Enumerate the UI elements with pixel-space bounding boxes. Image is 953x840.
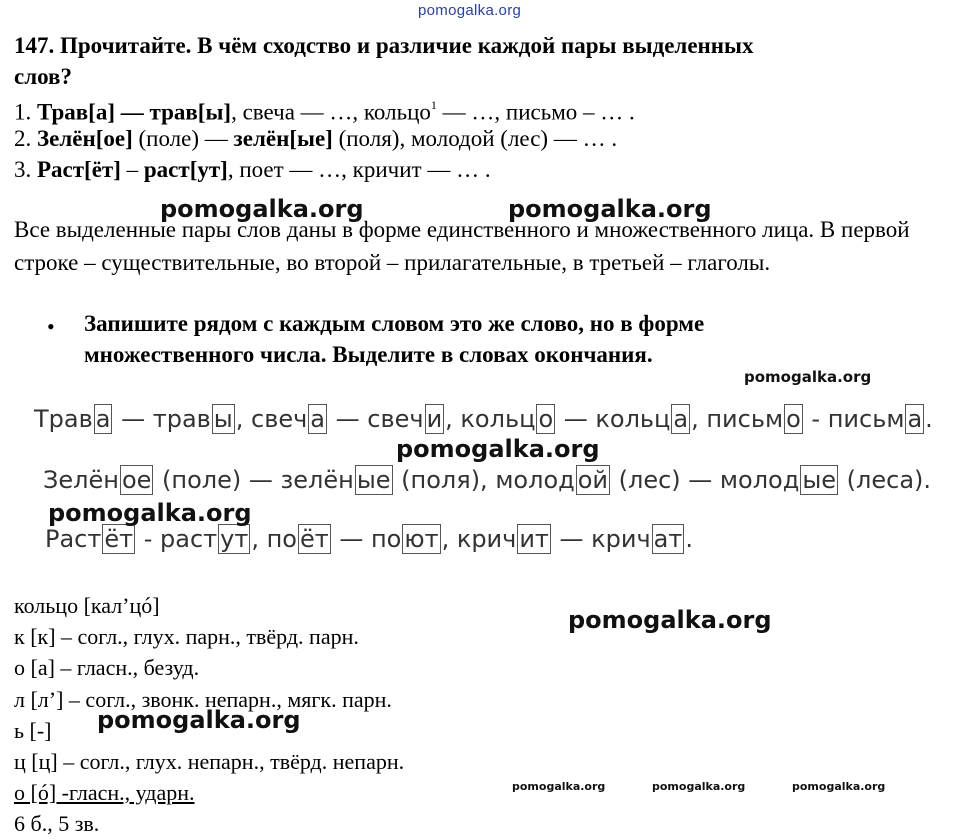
word-stem: — свеч: [328, 405, 424, 433]
task-title-line2: слов?: [14, 64, 72, 89]
answer-line-1: [34, 404, 933, 434]
ending-box: а: [310, 405, 326, 433]
item-bold: зелён[ые]: [233, 126, 333, 151]
ending-box: о: [538, 405, 554, 433]
word-stem: , крич: [441, 525, 517, 553]
analysis-line-8: 6 б., 5 зв.: [14, 811, 100, 836]
item-bold: раст[ут]: [143, 157, 228, 182]
task-title-line1: Прочитайте. В чём сходство и различие каждой пары выделенных: [60, 33, 754, 58]
ending-box: а: [95, 405, 111, 433]
ending-box: ые: [356, 466, 391, 494]
analysis-line-5: ь [-]: [14, 718, 52, 743]
item-text: –: [120, 157, 144, 182]
word-stem: , по: [251, 525, 297, 553]
word-stem: Трав: [34, 405, 93, 433]
word-stem: Раст: [45, 525, 102, 553]
item-text: — …, письмо – … .: [436, 99, 635, 125]
item-bold: Трав[а] — трав[ы]: [37, 99, 232, 125]
word-stem: .: [925, 405, 933, 433]
word-stem: (леса).: [839, 466, 932, 494]
word-stem: , кольц: [445, 405, 536, 433]
item-text: (поле) —: [132, 126, 234, 151]
item-number: 1.: [14, 99, 32, 125]
bullet-icon: •: [47, 314, 55, 339]
item-text: (поля), молодой (лес) — … .: [332, 126, 618, 151]
item-text: , поет — …, кричит — … .: [227, 157, 491, 182]
ending-box: о: [786, 405, 801, 433]
ending-box: ит: [519, 525, 549, 553]
word-stem: (поле) — зелён: [154, 466, 354, 494]
analysis-line-1: кольцо [кал’цó]: [14, 593, 160, 618]
item-bold: Зелён[ое]: [37, 126, 133, 151]
item-text: , свеча — …, кольцо: [231, 99, 431, 125]
task-item-3: [14, 154, 491, 185]
task-number: 147.: [14, 33, 55, 58]
ending-box: ёт: [299, 525, 329, 553]
watermark-footer: pomogalka.org: [652, 780, 746, 793]
answer-line-3: [45, 524, 693, 554]
analysis-line-3: о [а] – гласн., безуд.: [14, 655, 200, 680]
watermark: pomogalka.org: [48, 499, 252, 527]
analysis-line-4: л [л’] – согл., звонк. непарн., мягк. парн.: [14, 687, 392, 712]
ending-box: а: [907, 405, 923, 433]
watermark: pomogalka.org: [744, 368, 872, 386]
word-stem: Зелён: [43, 466, 119, 494]
analysis-line-6: ц [ц] – согл., глух. непарн., твёрд. непарн.: [14, 749, 405, 774]
task-item-2: [14, 123, 617, 154]
watermark: pomogalka.org: [568, 606, 772, 634]
answer-paragraph: Все выделенные пары слов даны в форме единственного и множественного лица. В первой строке – существительные, во второй – прилагательные, в третьей – глаголы.: [14, 217, 910, 275]
word-stem: (лес) — молод: [611, 466, 800, 494]
ending-box: и: [426, 405, 443, 433]
word-stem: (поля), молод: [393, 466, 575, 494]
analysis-line-2: к [к] – согл., глух. парн., твёрд. парн.: [14, 624, 359, 649]
ending-box: ат: [653, 525, 683, 553]
watermark-top: pomogalka.org: [418, 2, 522, 19]
ending-box: ы: [213, 405, 233, 433]
bullet-instruction: Запишите рядом с каждым словом это же слово, но в форме множественного числа. Выделите в словах окончания.: [84, 311, 705, 367]
footnote-mark: 1: [430, 98, 437, 112]
word-stem: - письм: [803, 405, 905, 433]
watermark: pomogalka.org: [508, 195, 712, 223]
word-stem: - раст: [136, 525, 218, 553]
watermark: pomogalka.org: [160, 195, 364, 223]
word-stem: — крич: [551, 525, 651, 553]
word-stem: — кольц: [556, 405, 671, 433]
word-stem: — трав: [113, 405, 211, 433]
ending-box: ое: [121, 466, 152, 494]
ending-box: а: [673, 405, 689, 433]
word-stem: , письм: [691, 405, 784, 433]
item-number: 2.: [14, 126, 32, 151]
watermark-footer: pomogalka.org: [512, 780, 606, 793]
watermark-footer: pomogalka.org: [792, 780, 886, 793]
ending-box: ют: [404, 525, 439, 553]
word-stem: , свеч: [235, 405, 308, 433]
item-bold: Раст[ёт]: [37, 157, 121, 182]
ending-box: ут: [220, 525, 249, 553]
ending-box: ой: [577, 466, 608, 494]
answer-line-2: [43, 465, 931, 495]
word-stem: — по: [331, 525, 402, 553]
ending-box: ые: [802, 466, 837, 494]
analysis-line-7: о [ó] -гласн., ударн.: [14, 780, 195, 805]
watermark: pomogalka.org: [97, 706, 301, 734]
watermark: pomogalka.org: [396, 435, 600, 463]
ending-box: ёт: [104, 525, 134, 553]
item-number: 3.: [14, 157, 32, 182]
task-heading: [14, 30, 754, 92]
word-stem: .: [685, 525, 693, 553]
